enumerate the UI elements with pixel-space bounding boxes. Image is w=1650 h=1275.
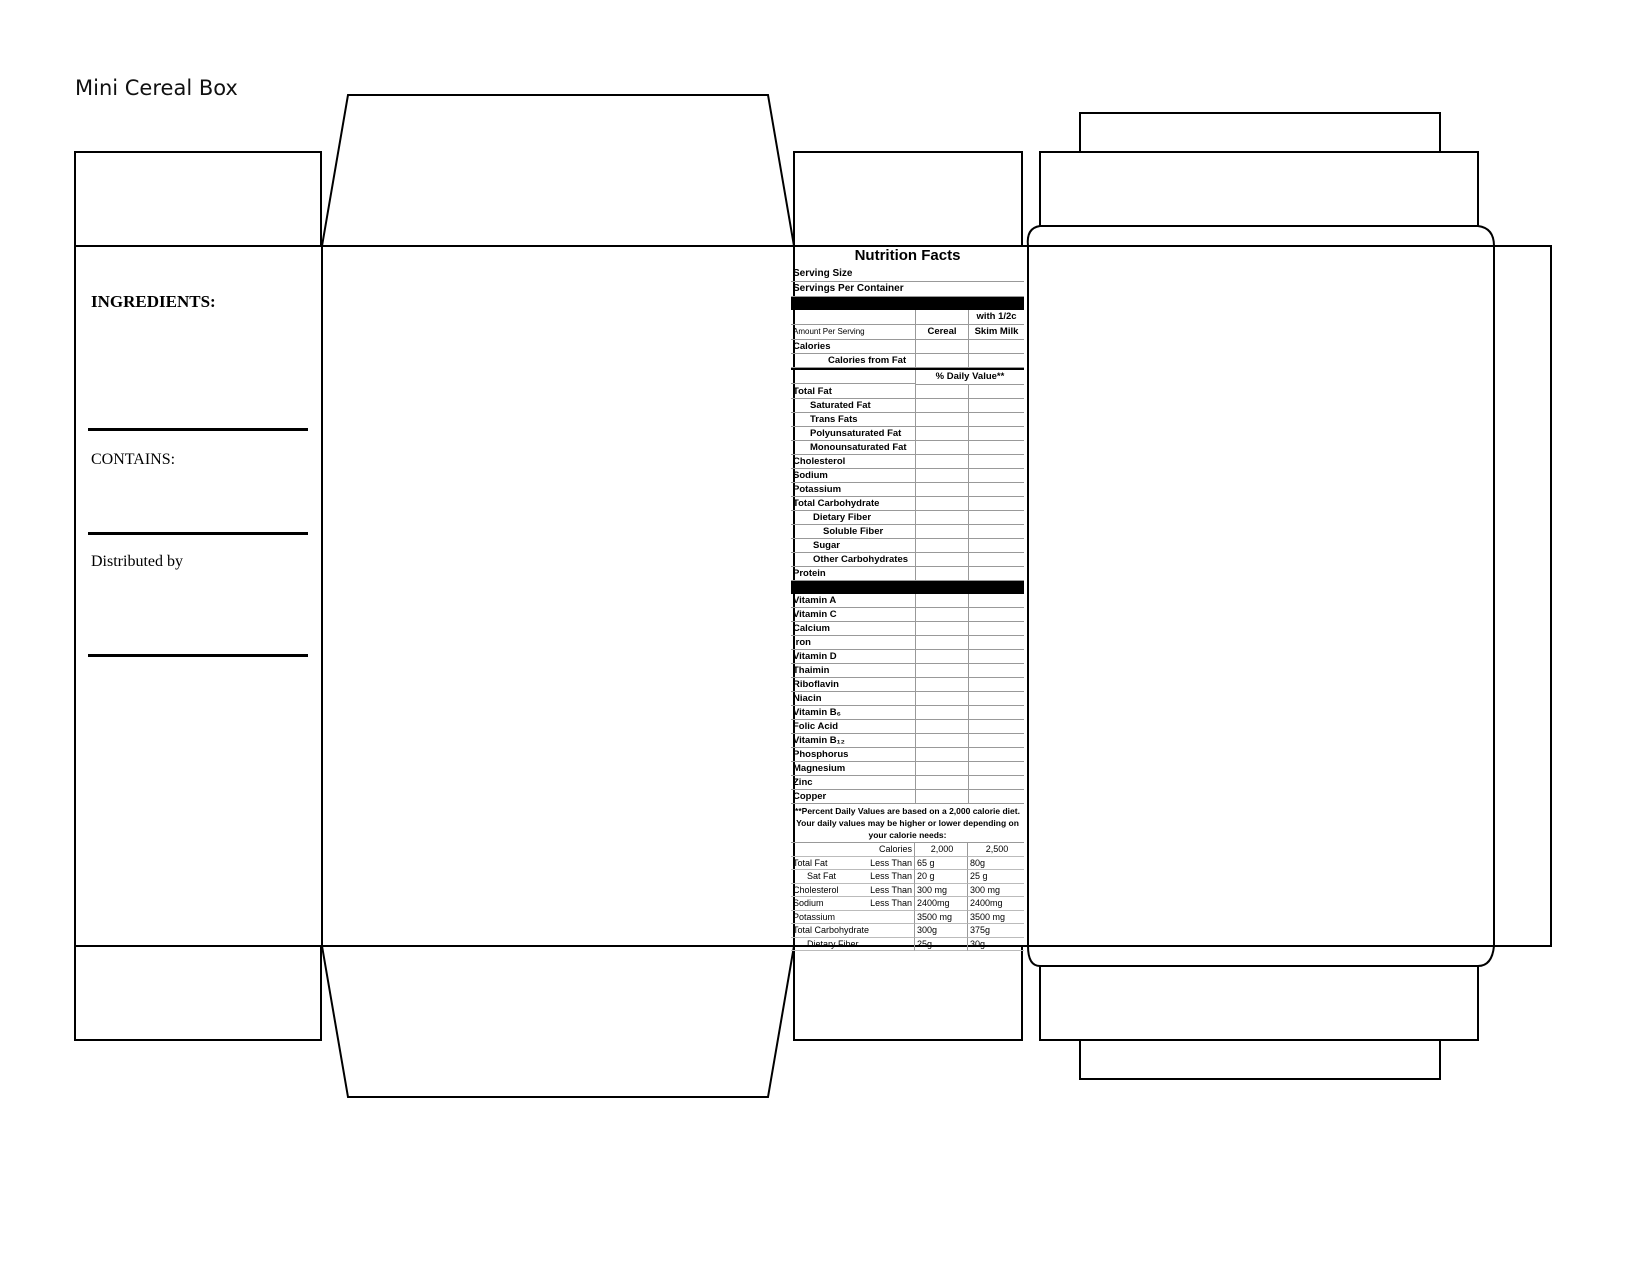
nutrient-label: Vitamin B₆ (791, 706, 915, 720)
footer-nutrient-name: Potassium (793, 911, 836, 922)
bottom-flap-front (322, 946, 794, 1097)
footer-value-2000: 300g (915, 924, 968, 938)
header-col2-line2: Skim Milk (968, 325, 1024, 340)
header-spacer (915, 310, 968, 325)
nutrient-label: Riboflavin (791, 678, 915, 692)
value-cell (915, 567, 968, 581)
top-flap-side (794, 152, 1022, 246)
value-cell (915, 340, 968, 354)
value-cell (915, 455, 968, 469)
nutrient-label: Trans Fats (791, 413, 915, 427)
value-cell (915, 441, 968, 455)
calories-block (791, 340, 1024, 368)
footer-nutrient-name: Dietary Fiber (807, 938, 859, 949)
value-cell (968, 441, 1024, 455)
nutrient-label: Phosphorus (791, 748, 915, 762)
top-tuck-tab (1080, 113, 1440, 152)
top-flap-front (322, 95, 794, 246)
footer-qualifier: Less Than (870, 884, 912, 895)
nutrient-label: Total Carbohydrate (791, 497, 915, 511)
value-cell (915, 399, 968, 413)
servings-per-container-row: Servings Per Container (791, 282, 1024, 297)
nutrient-label: Niacin (791, 692, 915, 706)
value-cell (915, 553, 968, 567)
nutrient-label: Copper (791, 790, 915, 804)
value-cell (915, 790, 968, 804)
footer-value-2500: 25 g (968, 870, 1024, 884)
daily-values-reference-table (791, 843, 1024, 951)
daily-values-footnote: **Percent Daily Values are based on a 2,000 calorie diet. Your daily values may be higher or lower depending on your calorie needs: (791, 804, 1024, 843)
footer-row-label (791, 897, 915, 911)
value-cell (968, 469, 1024, 483)
value-cell (968, 413, 1024, 427)
footer-qualifier: Less Than (870, 857, 912, 868)
footer-nutrient-name: Total Carbohydrate (793, 925, 870, 935)
nutrient-label: Monounsaturated Fat (791, 441, 915, 455)
value-cell (968, 594, 1024, 608)
nutrient-label: Dietary Fiber (791, 511, 915, 525)
thick-rule (791, 581, 1024, 594)
page-title: Mini Cereal Box (75, 76, 238, 100)
value-cell (968, 539, 1024, 553)
header-spacer (791, 370, 915, 384)
nutrient-label: Cholesterol (791, 455, 915, 469)
panel-back (1028, 246, 1494, 946)
value-cell (968, 483, 1024, 497)
value-cell (915, 608, 968, 622)
header-spacer (791, 310, 915, 325)
footer-value-2000: 2400mg (915, 897, 968, 911)
value-cell (968, 525, 1024, 539)
top-flap-back (1040, 152, 1478, 226)
divider-line (88, 428, 308, 431)
serving-size-row: Serving Size (791, 267, 1024, 282)
value-cell (915, 706, 968, 720)
top-flap-left (75, 152, 321, 246)
value-cell (915, 525, 968, 539)
value-cell (968, 762, 1024, 776)
value-cell (915, 385, 968, 399)
footer-value-2500: 80g (968, 857, 1024, 871)
value-cell (968, 664, 1024, 678)
footer-value-2500: 375g (968, 924, 1024, 938)
thick-rule (791, 297, 1024, 310)
bottom-curve-right (1478, 946, 1494, 966)
value-cell (968, 692, 1024, 706)
value-cell (968, 497, 1024, 511)
footer-qualifier: Less Than (870, 871, 912, 881)
value-cell (915, 469, 968, 483)
value-cell (915, 427, 968, 441)
value-cell (968, 399, 1024, 413)
value-cell (968, 385, 1024, 399)
nutrient-label: Vitamin B₁₂ (791, 734, 915, 748)
vitamin-table (791, 594, 1024, 804)
footer-value-2500: 30g (968, 938, 1024, 952)
value-cell (915, 720, 968, 734)
footer-calories-2000: 2,000 (915, 843, 968, 857)
value-cell (968, 776, 1024, 790)
value-cell (968, 678, 1024, 692)
nutrient-label: Protein (791, 567, 915, 581)
nutrient-label: Zinc (791, 776, 915, 790)
nutrient-label: Iron (791, 636, 915, 650)
footer-calories-label: Calories (791, 843, 915, 857)
footer-value-2000: 25g (915, 938, 968, 952)
value-cell (915, 664, 968, 678)
value-cell (915, 678, 968, 692)
header-col2-line1: with 1/2c (968, 310, 1024, 325)
value-cell (968, 650, 1024, 664)
value-cell (968, 622, 1024, 636)
value-cell (915, 692, 968, 706)
value-cell (915, 413, 968, 427)
value-cell (968, 455, 1024, 469)
footer-value-2500: 3500 mg (968, 911, 1024, 925)
bottom-curve-left (1028, 946, 1040, 966)
footer-value-2500: 2400mg (968, 897, 1024, 911)
value-cell (968, 720, 1024, 734)
value-cell (915, 636, 968, 650)
value-cell (915, 650, 968, 664)
value-cell (968, 511, 1024, 525)
nutrition-facts-panel (791, 245, 1024, 951)
amount-per-serving-label: Amount Per Serving (791, 325, 915, 340)
footer-nutrient-name: Total Fat (793, 857, 828, 868)
ingredients-label: INGREDIENTS: (91, 292, 216, 311)
value-cell (968, 608, 1024, 622)
value-cell (915, 511, 968, 525)
contains-label: CONTAINS: (91, 451, 176, 468)
calories-label: Calories (791, 340, 915, 354)
value-cell (968, 354, 1024, 368)
footer-row-label (791, 857, 915, 871)
amount-header (791, 310, 1024, 340)
value-cell (968, 553, 1024, 567)
bottom-flap-left (75, 946, 321, 1040)
top-curve-left (1028, 226, 1040, 246)
nutrient-label: Folic Acid (791, 720, 915, 734)
footer-row-label (791, 924, 915, 938)
nutrient-label: Saturated Fat (791, 399, 915, 413)
footer-row-label (791, 870, 915, 884)
value-cell (915, 594, 968, 608)
nutrient-label: Vitamin D (791, 650, 915, 664)
divider-line (88, 532, 308, 535)
footer-value-2000: 65 g (915, 857, 968, 871)
nutrient-label: Sugar (791, 539, 915, 553)
panel-side-left (75, 246, 322, 946)
footer-value-2000: 3500 mg (915, 911, 968, 925)
nutrient-label: Polyunsaturated Fat (791, 427, 915, 441)
value-cell (968, 748, 1024, 762)
footer-value-2500: 300 mg (968, 884, 1024, 898)
value-cell (915, 748, 968, 762)
nutrient-label: Thaimin (791, 664, 915, 678)
value-cell (968, 706, 1024, 720)
nutrient-table (791, 385, 1024, 581)
nutrient-label: Vitamin C (791, 608, 915, 622)
value-cell (915, 762, 968, 776)
value-cell (915, 354, 968, 368)
bottom-tuck-tab (1080, 1040, 1440, 1079)
footer-nutrient-name: Cholesterol (793, 884, 839, 895)
value-cell (915, 776, 968, 790)
nutrient-label: Total Fat (791, 385, 915, 399)
nutrient-label: Sodium (791, 469, 915, 483)
nutrition-facts-title: Nutrition Facts (854, 247, 961, 264)
footer-value-2000: 20 g (915, 870, 968, 884)
footer-qualifier: Less Than (870, 898, 912, 908)
bottom-flap-back (1040, 966, 1478, 1040)
footer-nutrient-name: Sat Fat (807, 871, 837, 881)
value-cell (915, 734, 968, 748)
value-cell (915, 497, 968, 511)
value-cell (915, 483, 968, 497)
header-col1: Cereal (915, 325, 968, 340)
footer-nutrient-name: Sodium (793, 898, 824, 908)
value-cell (915, 539, 968, 553)
value-cell (915, 622, 968, 636)
footer-calories-2500: 2,500 (968, 843, 1024, 857)
panel-front (322, 246, 794, 946)
glue-tab (1494, 246, 1551, 946)
distributed-by-label: Distributed by (91, 553, 183, 570)
footer-row-label (791, 884, 915, 898)
nutrient-label: Potassium (791, 483, 915, 497)
nutrient-label: Other Carbohydrates (791, 553, 915, 567)
bottom-flap-side (794, 946, 1022, 1040)
footer-value-2000: 300 mg (915, 884, 968, 898)
nutrient-label: Vitamin A (791, 594, 915, 608)
daily-value-header (791, 368, 1024, 385)
calories-from-fat-label: Calories from Fat (791, 354, 915, 368)
footer-row-label (791, 938, 915, 952)
value-cell (968, 790, 1024, 804)
value-cell (968, 340, 1024, 354)
nutrient-label: Calcium (791, 622, 915, 636)
footer-row-label (791, 911, 915, 925)
top-curve-right (1478, 226, 1494, 246)
nutrient-label: Soluble Fiber (791, 525, 915, 539)
value-cell (968, 636, 1024, 650)
value-cell (968, 427, 1024, 441)
nutrient-label: Magnesium (791, 762, 915, 776)
daily-value-label: % Daily Value** (915, 370, 1024, 385)
value-cell (968, 567, 1024, 581)
divider-line (88, 654, 308, 657)
value-cell (968, 734, 1024, 748)
